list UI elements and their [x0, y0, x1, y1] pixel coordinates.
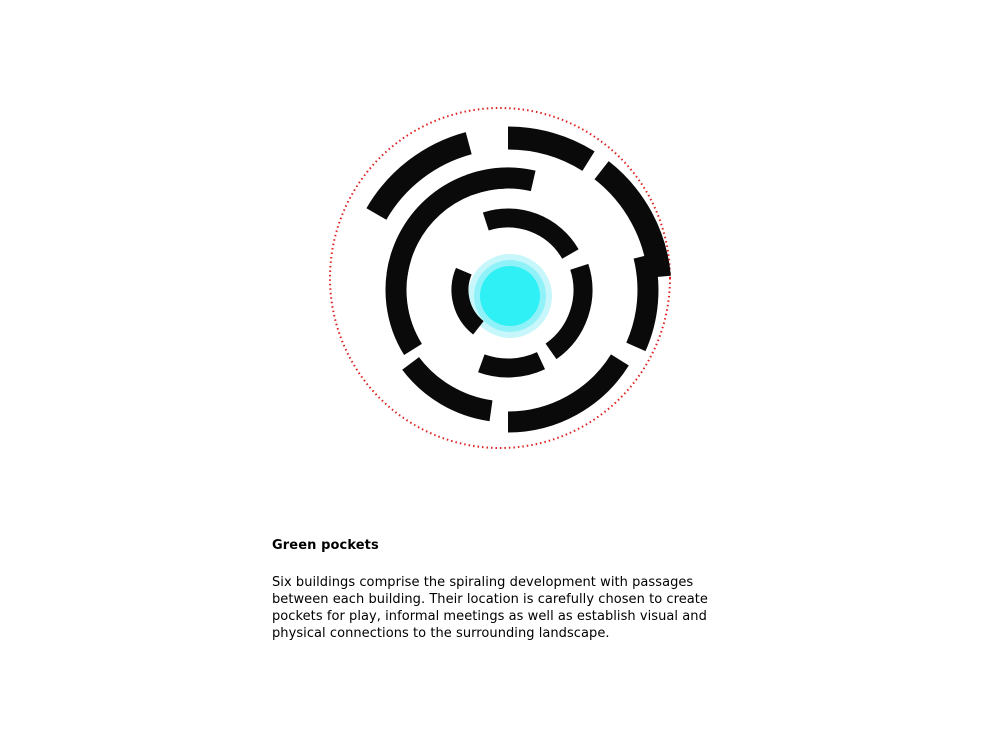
building-segment-10 — [636, 256, 648, 347]
building-segment-11 — [508, 138, 589, 161]
building-segment-3 — [551, 267, 583, 352]
building-segment-7 — [396, 255, 413, 349]
pond-core — [480, 266, 540, 326]
building-segment-2 — [486, 218, 571, 254]
caption-block — [272, 537, 752, 642]
building-segment-12 — [602, 170, 660, 277]
caption-body: Six buildings comprise the spiraling development with passages between each building. Their location is carefully chosen to create pockets for play, informal meetings as well as establish visual and physical connections to the surrounding landscape. — [272, 575, 708, 641]
caption-title: Green pockets — [272, 538, 379, 553]
building-segment-4 — [481, 361, 541, 368]
building-segment-6 — [470, 178, 534, 185]
central-pond — [468, 254, 552, 338]
